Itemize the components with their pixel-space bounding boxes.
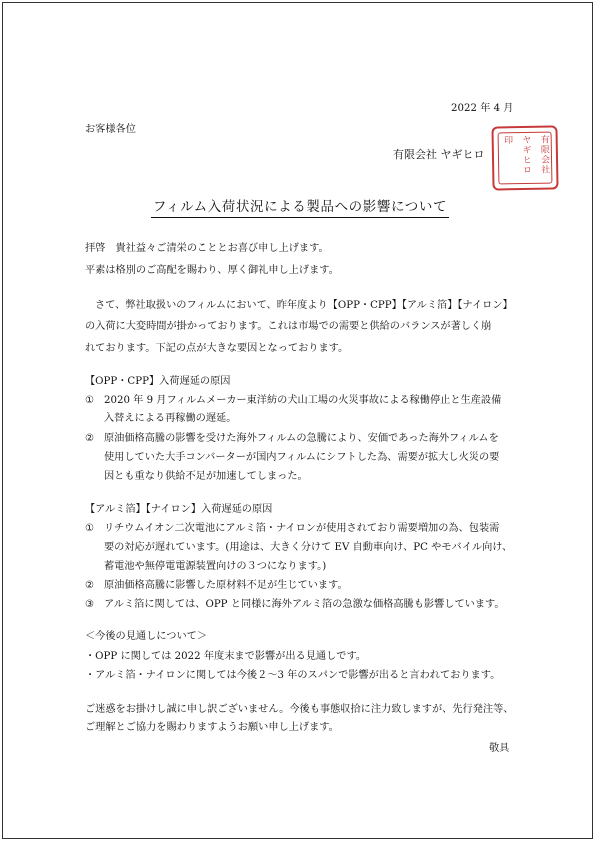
section2-item2-line-1: 原油価格高騰に影響した原材料不足が生じています。 [104,580,348,591]
section1-item2-line-2: 使用していた大手コンバーターが国内フィルムにシフトした為、需要が拡大し火災の要 [104,452,500,463]
closing-line-2: ご理解とご協力を賜わりますようお願い申し上げます。 [85,722,339,733]
intro-line-2: の入荷に大変時間が掛かっております。これは市場での需要と供給のバランスが著しく崩 [85,321,492,332]
document-title: フィルム入荷状況による製品への影響について [152,199,448,215]
intro-line-1: さて、弊社取扱いのフィルムにおいて、昨年度より【OPP・CPP】【アルミ箔】【ナイロン】 [95,300,513,311]
greeting-line-1: 拝啓 貴社益々ご清栄のこととお喜び申し上げます。 [85,243,329,254]
outlook-item-2: ・アルミ箔・ナイロンに関しては今後２～3 年のスパンで影響が出ると言われております。 [85,670,501,681]
outlook-item-1: ・OPP に関しては 2022 年度末まで影響が出る見通しです。 [85,651,367,662]
section1-item1-number: ① [85,395,95,406]
title-underline [151,217,449,218]
section1-item1-line-2: 入替えによる再稼働の遅延。 [104,413,237,424]
company-seal [491,125,558,190]
intro-line-3: れております。下記の点が大きな要因となっております。 [85,343,349,354]
closing-sign: 敬具 [489,743,510,754]
section1-item2-number: ② [85,433,95,444]
recipient: お客様各位 [85,124,136,135]
section2-item1-line-2: 要の対応が遅れています。(用途は、大きく分けて EV 自動車向け、PC やモバイル向け、 [104,542,513,553]
section2-item1-line-3: 蓄電池や無停電電源装置向けの３つになります。) [104,561,327,572]
outlook-heading: ＜今後の見通しについて＞ [85,631,208,642]
section1-item1-line-1: 2020 年 9 月フィルムメーカー東洋紡の犬山工場の火災事故による稼働停止と生産設備 [104,395,502,406]
section2-heading: 【アルミ箔】【ナイロン】入荷遅延の原因 [85,504,273,515]
section2-item1-number: ① [85,523,95,534]
section1-item2-line-1: 原油価格高騰の影響を受けた海外フィルムの急騰により、安価であった海外フィルムを [104,433,499,444]
closing-line-1: ご迷惑をお掛けし誠に申し訳ございません。今後も事態収拾に注力致しますが、先行発注等、 [85,704,514,715]
seal-text-2: ヤギヒロ [520,134,532,176]
seal-text-3: 印 [502,135,513,146]
section2-item3-number: ③ [85,599,95,610]
date: 2022 年 4 月 [451,103,514,114]
section1-heading: 【OPP・CPP】入荷遅延の原因 [85,376,231,387]
sender-company: 有限会社 ヤギヒロ [393,148,485,161]
seal-text-1: 有限会社 [538,134,550,175]
section1-item2-line-3: 因とも重なり供給不足が加速してしまった。 [104,471,308,482]
section2-item1-line-1: リチウムイオン二次電池にアルミ箔・ナイロンが使用されており需要増加の為、包装需 [104,523,500,534]
section2-item3-line-1: アルミ箔に関しては、OPP と同様に海外アルミ箔の急激な価格高騰も影響しています。 [104,599,505,610]
letter-page [2,2,593,839]
section2-item2-number: ② [85,580,95,591]
greeting-line-2: 平素は格別のご高配を賜わり、厚く御礼申し上げます。 [85,265,339,276]
